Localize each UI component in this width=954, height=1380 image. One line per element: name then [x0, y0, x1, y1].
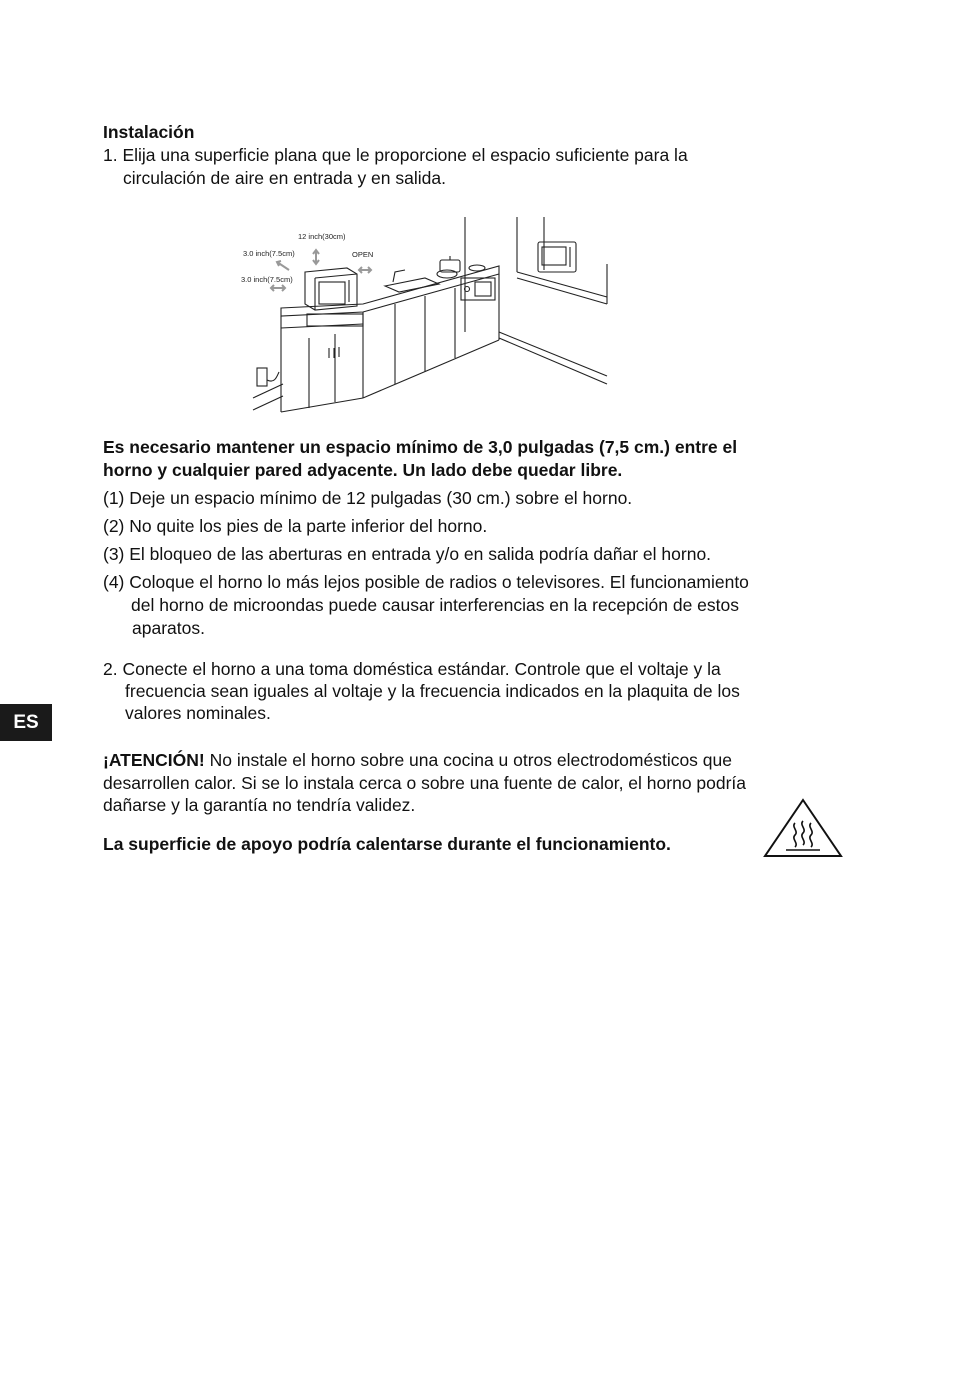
step2-line2: frecuencia sean iguales al voltaje y la frecuencia indicados en la plaquita de los — [125, 681, 740, 701]
attention-line3: dañarse y la garantía no tendría validez. — [103, 795, 416, 815]
step1-line1: 1. Elija una superficie plana que le proporcione el espacio suficiente para la — [103, 145, 688, 165]
language-tab: ES — [0, 704, 52, 741]
diagram-label-open: OPEN — [352, 250, 374, 259]
section-title: Instalación — [103, 122, 195, 142]
attention-line1-text: No instale el horno sobre una cocina u otros electrodomésticos que — [204, 750, 732, 770]
clearance-item-4-line2: del horno de microondas puede causar interferencias en la recepción de estos — [131, 595, 740, 615]
clearance-bold-line1: Es necesario mantener un espacio mínimo de 3,0 pulgadas (7,5 cm.) entre el — [103, 437, 738, 457]
clearance-item-4-line3: aparatos. — [132, 618, 205, 638]
attention-line2: desarrollen calor. Si se lo instala cerca o sobre una fuente de calor, el horno podría — [103, 773, 747, 793]
clearance-item-1: (1) Deje un espacio mínimo de 12 pulgadas (30 cm.) sobre el horno. — [103, 488, 633, 508]
clearance-item-3: (3) El bloqueo de las aberturas en entrada y/o en salida podría dañar el horno. — [103, 544, 712, 564]
hot-surface-text: La superficie de apoyo podría calentarse durante el funcionamiento. — [103, 834, 671, 854]
clearance-item-2: (2) No quite los pies de la parte inferior del horno. — [103, 516, 488, 536]
attention-line1 — [103, 749, 732, 772]
hot-surface-warning-icon — [762, 797, 844, 859]
attention-label: ¡ATENCIÓN! — [103, 750, 205, 770]
clearance-item-4: (4) Coloque el horno lo más lejos posible de radios o televisores. El funcionamiento — [103, 572, 749, 592]
kitchen-installation-diagram — [235, 212, 615, 418]
diagram-label-side2: 3.0 inch(7.5cm) — [241, 275, 293, 284]
diagram-label-top: 12 inch(30cm) — [298, 232, 346, 241]
step2-line1: 2. Conecte el horno a una toma doméstica estándar. Controle que el voltaje y la — [103, 659, 721, 679]
clearance-bold-line2: horno y cualquier pared adyacente. Un lado debe quedar libre. — [103, 460, 623, 480]
diagram-label-side1: 3.0 inch(7.5cm) — [243, 249, 295, 258]
step2-line3: valores nominales. — [125, 703, 271, 723]
step1-line2: circulación de aire en entrada y en salida. — [123, 168, 446, 188]
